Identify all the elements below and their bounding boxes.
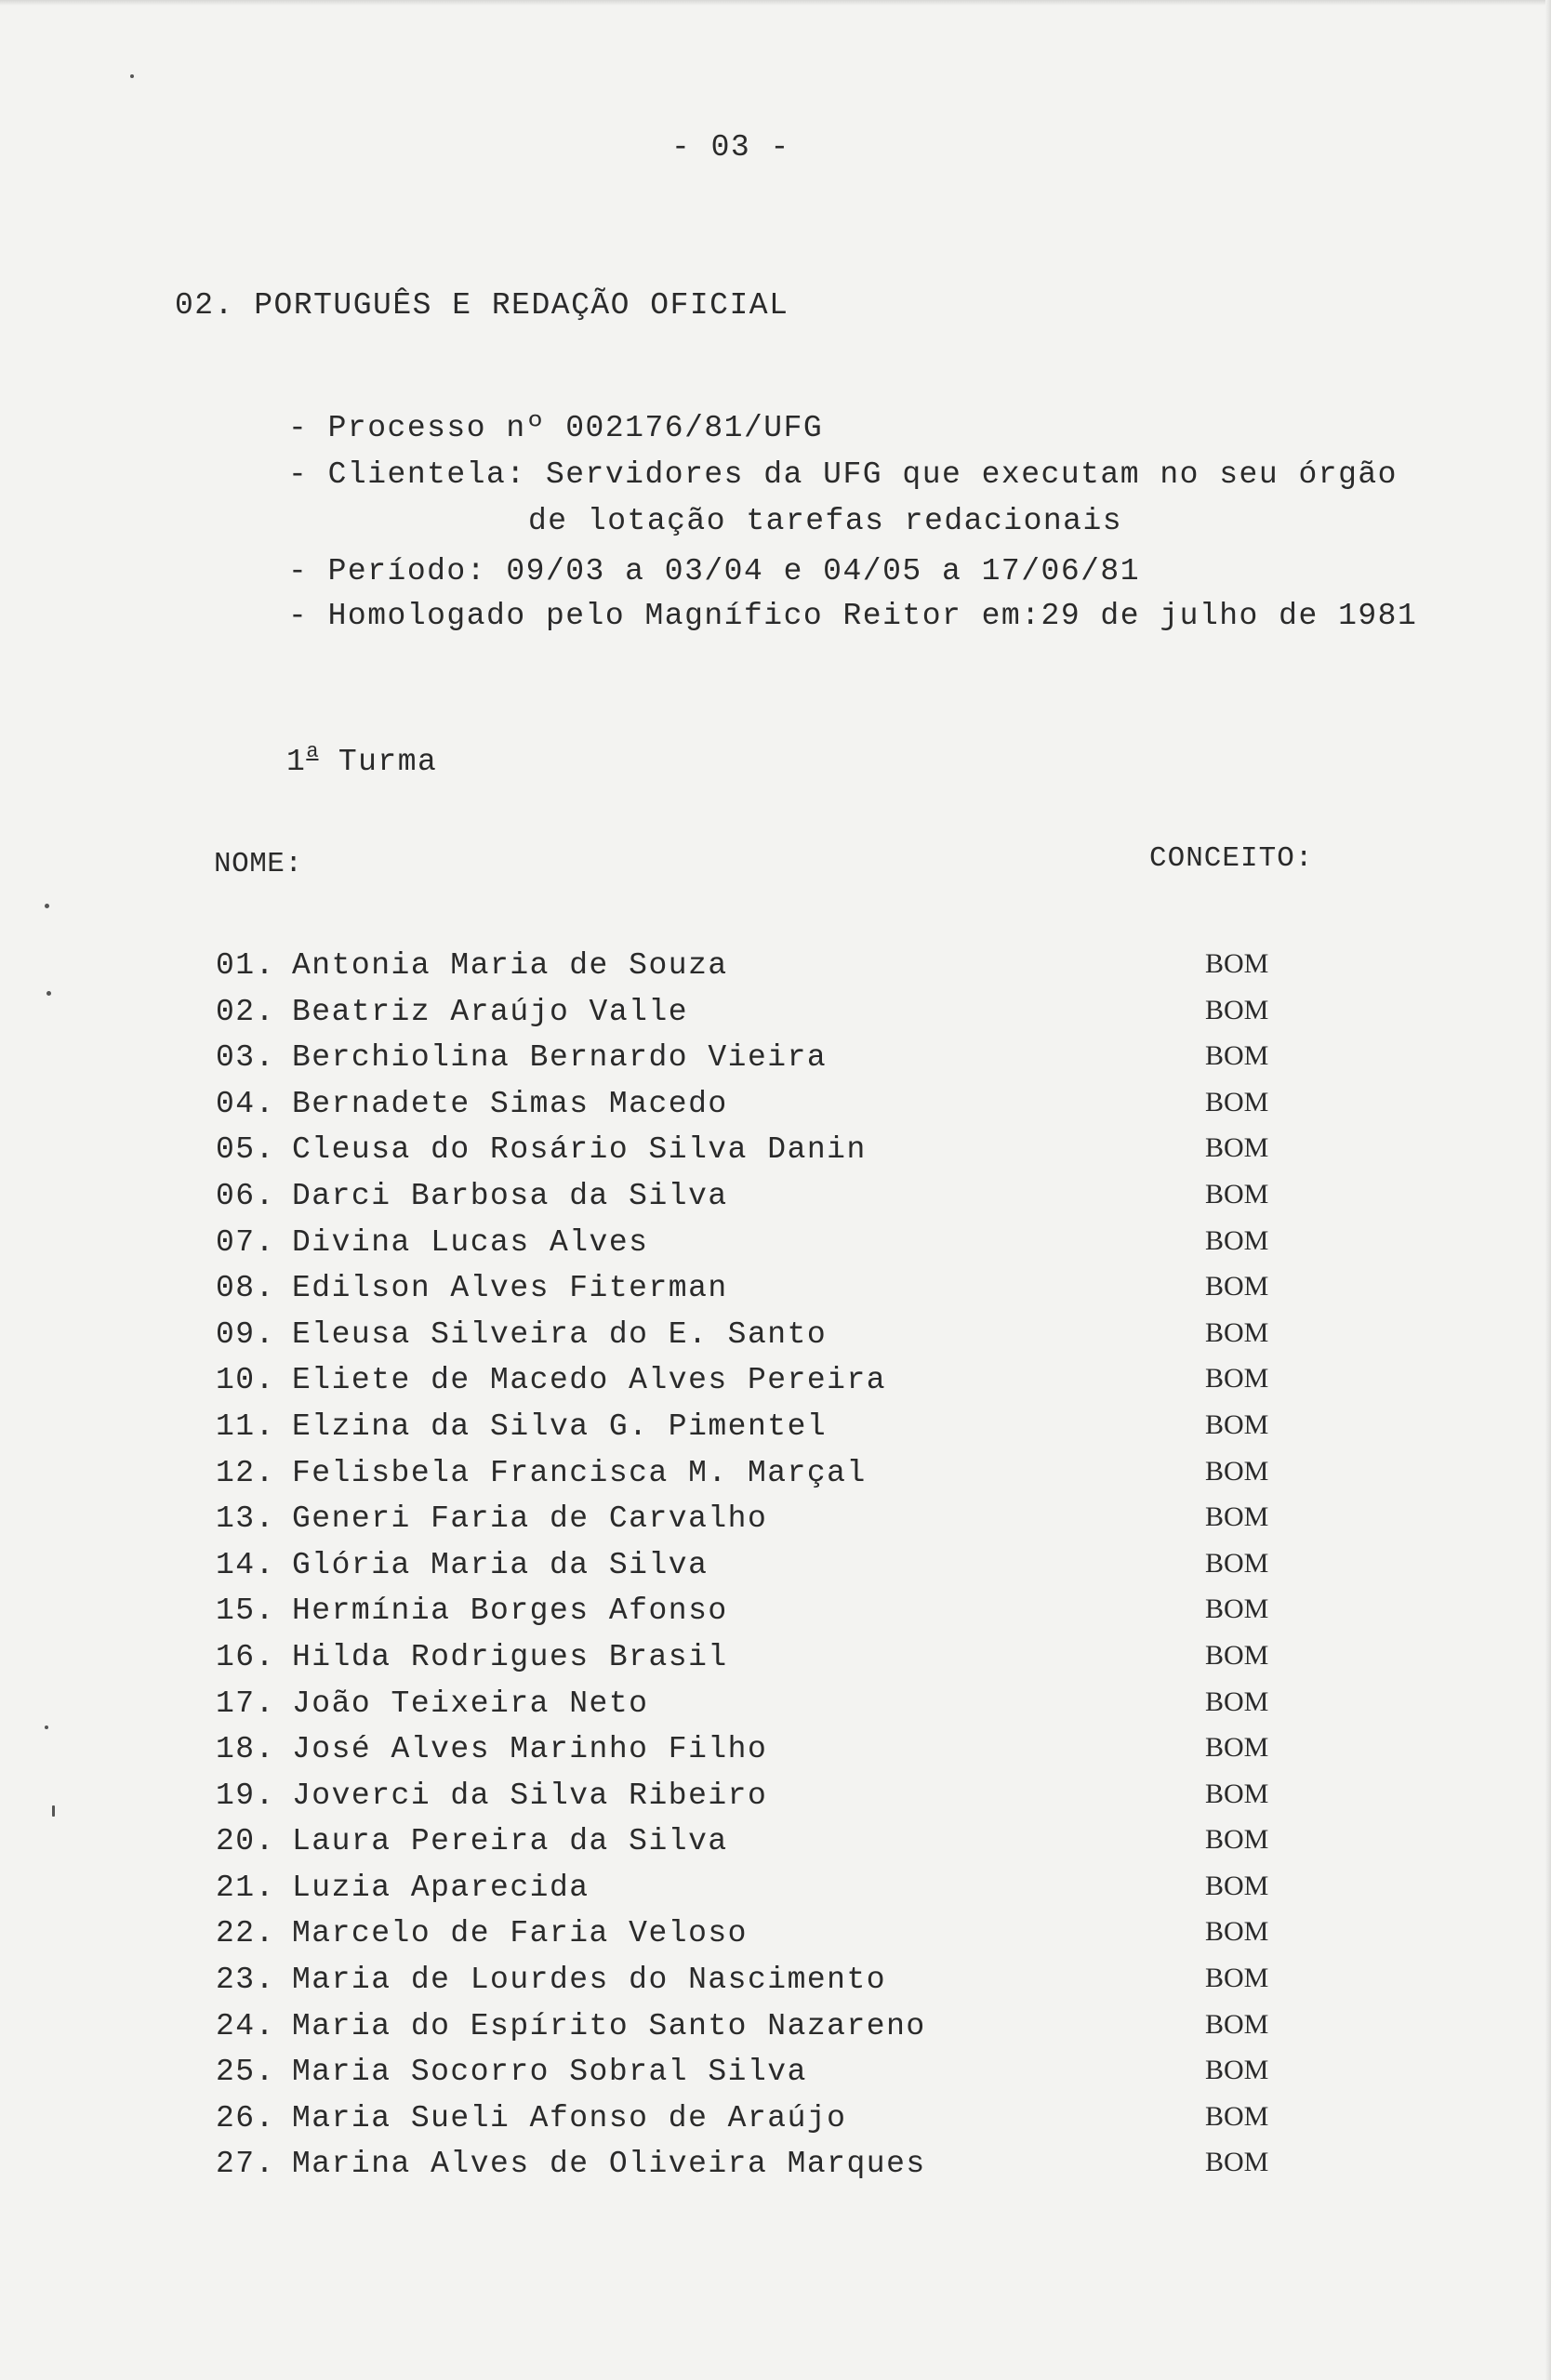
student-number: 09. <box>216 1316 275 1352</box>
student-row <box>0 948 1551 995</box>
student-grade: BOM <box>1205 1408 1269 1440</box>
student-row <box>0 1040 1551 1087</box>
student-grade: BOM <box>1205 1639 1269 1671</box>
student-row <box>0 1916 1551 1963</box>
scan-speck <box>46 991 51 996</box>
info-clientela: - Clientela: Servidores da UFG que executam no seu órgão <box>288 457 1398 492</box>
scan-speck <box>45 904 49 908</box>
student-number: 20. <box>216 1824 275 1859</box>
student-name: Generi Faria de Carvalho <box>292 1501 768 1537</box>
student-number: 25. <box>216 2055 275 2090</box>
student-row <box>0 1363 1551 1409</box>
student-row <box>0 1686 1551 1733</box>
student-name: Berchiolina Bernardo Vieira <box>292 1040 828 1076</box>
student-row <box>0 1963 1551 2009</box>
student-row <box>0 995 1551 1041</box>
student-grade: BOM <box>1205 1363 1269 1395</box>
student-row <box>0 1225 1551 1272</box>
student-number: 01. <box>216 948 275 983</box>
student-number: 16. <box>216 1639 275 1674</box>
student-number: 18. <box>216 1732 275 1767</box>
turma-number: 1 <box>286 745 307 779</box>
student-name: Hilda Rodrigues Brasil <box>292 1639 728 1674</box>
student-row <box>0 1501 1551 1548</box>
turma-ordinal: a <box>306 740 319 763</box>
student-name: Elzina da Silva G. Pimentel <box>292 1408 828 1444</box>
info-periodo: - Período: 09/03 a 03/04 e 04/05 a 17/06/81 <box>288 554 1141 588</box>
student-number: 22. <box>216 1916 275 1951</box>
student-number: 17. <box>216 1686 275 1721</box>
student-name: Cleusa do Rosário Silva Danin <box>292 1132 867 1168</box>
student-grade: BOM <box>1205 1501 1269 1533</box>
scan-speck <box>130 74 134 78</box>
student-number: 12. <box>216 1455 275 1490</box>
student-grade: BOM <box>1205 1593 1269 1625</box>
student-grade: BOM <box>1205 1778 1269 1809</box>
student-number: 11. <box>216 1408 275 1444</box>
student-list <box>0 948 1551 2193</box>
scan-speck <box>45 1726 48 1729</box>
student-grade: BOM <box>1205 1824 1269 1856</box>
grade-column-header: CONCEITO: <box>1149 842 1314 875</box>
info-processo: - Processo nº 002176/81/UFG <box>288 411 824 445</box>
student-name: Maria do Espírito Santo Nazareno <box>292 2008 926 2043</box>
student-number: 03. <box>216 1040 275 1076</box>
student-name: Luzia Aparecida <box>292 1870 590 1905</box>
student-name: Darci Barbosa da Silva <box>292 1178 728 1213</box>
student-number: 13. <box>216 1501 275 1537</box>
scan-speck <box>52 1805 55 1817</box>
student-name: Marina Alves de Oliveira Marques <box>292 2147 926 2182</box>
student-grade: BOM <box>1205 1686 1269 1717</box>
student-row <box>0 1548 1551 1594</box>
student-number: 10. <box>216 1363 275 1398</box>
student-row <box>0 2009 1551 2056</box>
student-name: José Alves Marinho Filho <box>292 1732 768 1767</box>
student-grade: BOM <box>1205 1870 1269 1901</box>
student-name: Antonia Maria de Souza <box>292 948 728 983</box>
student-grade: BOM <box>1205 1224 1269 1256</box>
page-number: - 03 - <box>671 130 790 165</box>
student-number: 27. <box>216 2147 275 2182</box>
student-grade: BOM <box>1205 1916 1269 1948</box>
name-column-header: NOME: <box>214 848 303 880</box>
student-number: 04. <box>216 1086 275 1121</box>
student-name: Joverci da Silva Ribeiro <box>292 1778 768 1813</box>
student-grade: BOM <box>1205 1316 1269 1348</box>
student-name: Laura Pereira da Silva <box>292 1824 728 1859</box>
student-grade: BOM <box>1205 948 1269 979</box>
student-row <box>0 1087 1551 1133</box>
student-grade: BOM <box>1205 1547 1269 1579</box>
student-row <box>0 1317 1551 1364</box>
student-row <box>0 1456 1551 1502</box>
student-grade: BOM <box>1205 1963 1269 1994</box>
student-number: 06. <box>216 1178 275 1213</box>
student-row <box>0 1824 1551 1871</box>
student-grade: BOM <box>1205 1086 1269 1117</box>
student-number: 24. <box>216 2008 275 2043</box>
section-title: 02. PORTUGUÊS E REDAÇÃO OFICIAL <box>175 288 789 323</box>
student-number: 08. <box>216 1271 275 1306</box>
student-name: Glória Maria da Silva <box>292 1547 709 1582</box>
student-number: 05. <box>216 1132 275 1168</box>
student-row <box>0 2101 1551 2148</box>
student-row <box>0 2055 1551 2101</box>
student-name: Maria Sueli Afonso de Araújo <box>292 2100 847 2135</box>
student-row <box>0 1593 1551 1640</box>
student-number: 07. <box>216 1224 275 1260</box>
student-name: Maria de Lourdes do Nascimento <box>292 1963 887 1998</box>
student-row <box>0 1732 1551 1778</box>
student-name: Beatriz Araújo Valle <box>292 994 689 1029</box>
student-name: Hermínia Borges Afonso <box>292 1593 728 1629</box>
student-number: 02. <box>216 994 275 1029</box>
student-row <box>0 2147 1551 2193</box>
student-number: 19. <box>216 1778 275 1813</box>
student-name: Maria Socorro Sobral Silva <box>292 2055 807 2090</box>
student-name: Eliete de Macedo Alves Pereira <box>292 1363 887 1398</box>
student-name: Marcelo de Faria Veloso <box>292 1916 748 1951</box>
student-row <box>0 1871 1551 1917</box>
student-row <box>0 1271 1551 1317</box>
student-grade: BOM <box>1205 994 1269 1025</box>
student-number: 21. <box>216 1870 275 1905</box>
student-grade: BOM <box>1205 2147 1269 2178</box>
turma-label: Turma <box>318 745 438 779</box>
student-name: Divina Lucas Alves <box>292 1224 649 1260</box>
student-grade: BOM <box>1205 1455 1269 1487</box>
student-name: Bernadete Simas Macedo <box>292 1086 728 1121</box>
student-row <box>0 1179 1551 1225</box>
student-grade: BOM <box>1205 1178 1269 1210</box>
student-grade: BOM <box>1205 2100 1269 2132</box>
turma-heading <box>286 740 437 779</box>
student-number: 14. <box>216 1547 275 1582</box>
student-name: João Teixeira Neto <box>292 1686 649 1721</box>
student-grade: BOM <box>1205 2008 1269 2040</box>
student-grade: BOM <box>1205 1732 1269 1764</box>
student-number: 26. <box>216 2100 275 2135</box>
student-row <box>0 1132 1551 1179</box>
student-name: Edilson Alves Fiterman <box>292 1271 728 1306</box>
student-name: Eleusa Silveira do E. Santo <box>292 1316 828 1352</box>
student-grade: BOM <box>1205 1271 1269 1302</box>
student-grade: BOM <box>1205 1040 1269 1072</box>
student-number: 23. <box>216 1963 275 1998</box>
student-row <box>0 1640 1551 1686</box>
student-name: Felisbela Francisca M. Marçal <box>292 1455 867 1490</box>
student-grade: BOM <box>1205 2055 1269 2086</box>
student-grade: BOM <box>1205 1132 1269 1164</box>
info-clientela-continuation: de lotação tarefas redacionais <box>528 504 1123 538</box>
info-homologado: - Homologado pelo Magnífico Reitor em:29 de julho de 1981 <box>288 599 1418 633</box>
student-number: 15. <box>216 1593 275 1629</box>
student-row <box>0 1409 1551 1456</box>
scan-edge-top <box>0 0 1551 6</box>
student-row <box>0 1778 1551 1825</box>
